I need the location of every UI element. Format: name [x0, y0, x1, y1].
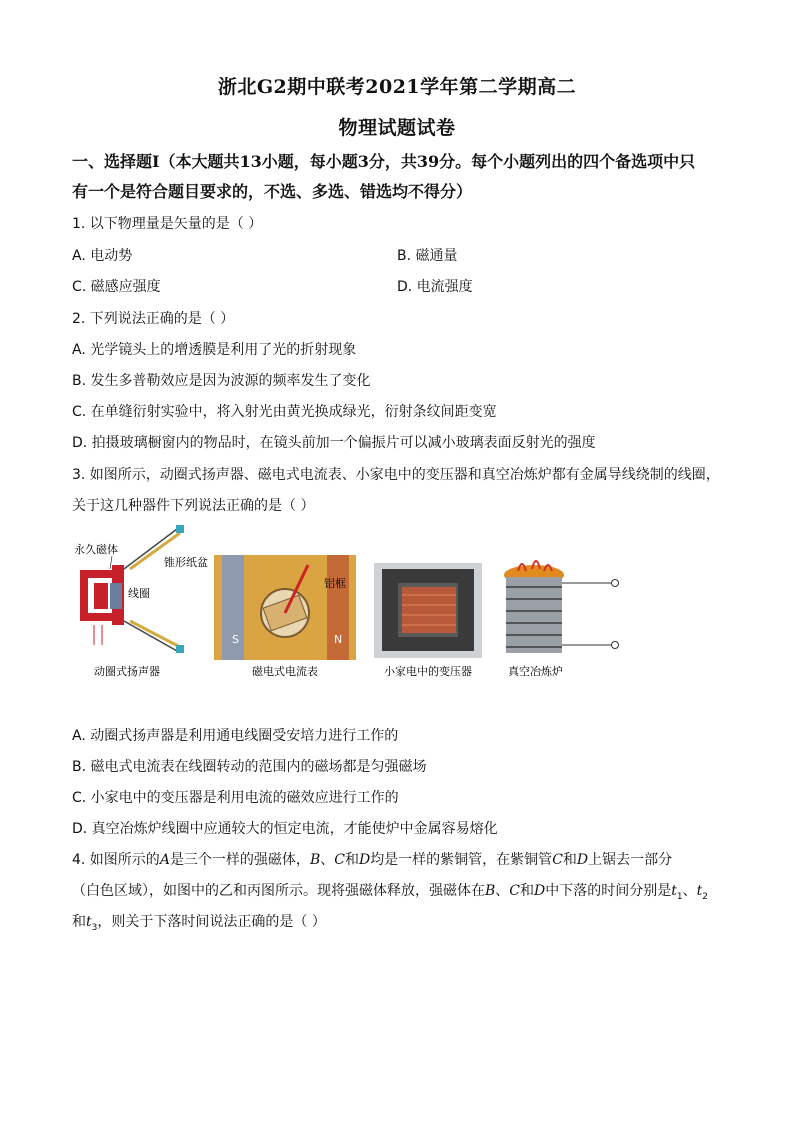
q3-option-b: B. 磁电式电流表在线圈转动的范围内的磁场都是匀强磁场 [72, 759, 427, 775]
label-s-pole: S [232, 633, 239, 646]
q4-stem-line1: 4. 如图所示的A是三个一样的强磁体，B、C和D均是一样的紫铜管，在紫铜管C和D上锯去一部分 [72, 852, 673, 868]
q1-option-d: D. 电流强度 [397, 279, 473, 295]
caption-speaker: 动圈式扬声器 [94, 665, 160, 678]
q2-option-a: A. 光学镜头上的增透膜是利用了光的折射现象 [72, 342, 357, 358]
q3-option-d: D. 真空冶炼炉线圈中应通较大的恒定电流，才能使炉中金属容易熔化 [72, 821, 498, 837]
galvanometer-image [214, 555, 356, 660]
q3-option-c: C. 小家电中的变压器是利用电流的磁效应进行工作的 [72, 790, 399, 806]
speaker-diagram [74, 525, 208, 653]
caption-transformer: 小家电中的变压器 [384, 665, 472, 678]
q3-stem-line1: 3. 如图所示，动圈式扬声器、磁电式电流表、小家电中的变压器和真空冶炼炉都有金属导线绕制的线圈， [72, 467, 720, 483]
section-heading [72, 147, 732, 207]
section-heading-line1: 一、选择题Ⅰ（本大题共13小题，每小题3分，共39分。每个小题列出的四个备选项中只 [72, 152, 696, 171]
q1-option-b: B. 磁通量 [397, 248, 458, 264]
label-cone: 锥形纸盆 [164, 556, 208, 569]
caption-galvanometer: 磁电式电流表 [252, 665, 318, 678]
vacuum-furnace-image [504, 561, 619, 653]
section-heading-line2: 有一个是符合题目要求的，不选、多选、错选均不得分） [72, 182, 473, 201]
q2-stem: 2. 下列说法正确的是（ ） [72, 311, 235, 327]
transformer-image [374, 563, 482, 658]
label-aluminum-frame: 铝框 [324, 577, 346, 590]
q1-option-a: A. 电动势 [72, 248, 133, 264]
exam-title: 浙北G2期中联考2021学年第二学期高二 [217, 76, 577, 98]
exam-subtitle: 物理试题试卷 [338, 117, 456, 139]
q4-stem-line2: （白色区域），如图中的乙和丙图所示。现将强磁体释放，强磁体在B、C和D中下落的时间分别是$t_1$、$t_2$ [72, 883, 708, 902]
caption-furnace: 真空冶炼炉 [508, 665, 563, 678]
label-permanent-magnet: 永久磁体 [74, 543, 118, 556]
q2-option-d: D. 拍摄玻璃橱窗内的物品时，在镜头前加一个偏振片可以减小玻璃表面反射光的强度 [72, 435, 596, 451]
q3-stem-line2: 关于这几种器件下列说法正确的是（ ） [72, 498, 315, 514]
q2-option-c: C. 在单缝衍射实验中，将入射光由黄光换成绿光，衍射条纹间距变宽 [72, 404, 497, 420]
label-n-pole: N [334, 633, 343, 646]
q3-option-a: A. 动圈式扬声器是利用通电线圈受安培力进行工作的 [72, 728, 399, 744]
q1-stem: 1. 以下物理量是矢量的是（ ） [72, 216, 263, 232]
q1-option-c: C. 磁感应强度 [72, 279, 161, 295]
q3-figure [72, 525, 632, 680]
q4-stem-line3: 和$t_3$，则关于下落时间说法正确的是（ ） [72, 914, 326, 933]
q2-option-b: B. 发生多普勒效应是因为波源的频率发生了变化 [72, 373, 371, 389]
label-coil: 线圈 [128, 587, 150, 600]
